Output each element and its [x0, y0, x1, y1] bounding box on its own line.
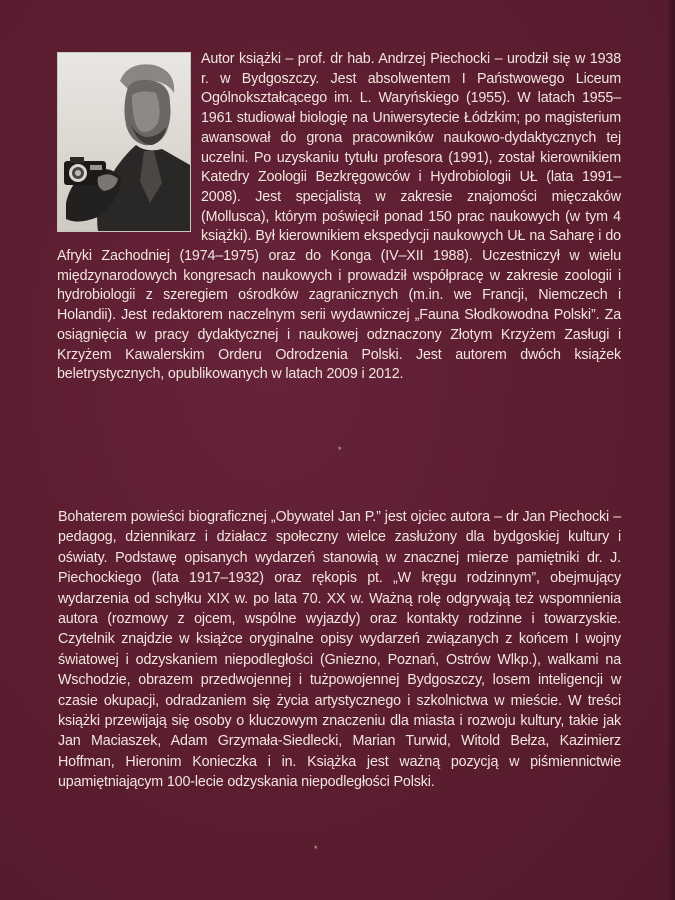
- section-separator: *: [338, 445, 342, 455]
- section-separator: *: [314, 844, 318, 854]
- cover-edge: [669, 0, 675, 900]
- author-biography-text: Autor książki – prof. dr hab. Andrzej Piechocki – urodził się w 1938 r. w Bydgoszczy. Jest absolwentem I Państwowego Liceum Ogólnokształcącego im. L. Waryńskiego (1955). W latach 1955–1961 studiował biologię na Uniwersytecie Łódzkim; po magisterium awansował do grona pracowników naukowo-dydaktycznych tej uczelni. Po uzyskaniu tytułu profesora (1991), został kierownikiem Katedry Zoologii Bezkręgowców i Hydrobiologii UŁ (lata 1991–2008). Jest specjalistą w zakresie znajomości mięczaków (Mollusca), którym poświęcił ponad 150 prac naukowych (w tym 4 książki). Był kierownikiem ekspedycji naukowych UŁ na Saharę i do Afryki Zachodniej (1974–1975) oraz do Konga (IV–XII 1988). Uczestniczył w wielu międzynarodowych kongresach naukowych i prowadził współpracę w zakresie zoologii i hydrobiologii z szeregiem ośrodków zagranicznych (m.in. we Francji, Niemczech i Holandii). Jest redaktorem naczelnym serii wydawniczej „Fauna Słodkowodna Polski”. Za osiągnięcia w pracy dydaktycznej i naukowej odznaczony Złotym Krzyżem Zasługi i Krzyżem Kawalerskim Orderu Odrodzenia Polski. Jest autorem dwóch książek beletrystycznych, opublikowanych w latach 2009 i 2012.: [57, 51, 621, 383]
- author-biography: [57, 50, 621, 385]
- book-description: Bohaterem powieści biograficznej „Obywatel Jan P.” jest ojciec autora – dr Jan Piechocki – pedagog, dziennikarz i działacz społeczny wielce zasłużony dla bydgoskiej kultury i oświaty. Podstawę opisanych wydarzeń stanowią w znacznej mierze pamiętniki dr. J. Piechockiego (lata 1917–1932) oraz rękopis pt. „W kręgu rodzinnym”, obejmujący wydarzenia od schyłku XIX w. po lata 70. XX w. Ważną rolę odgrywają też wspomnienia autora (rozmowy z ojcem, wspólne wyjazdy) oraz kontakty rodzinne i towarzyskie. Czytelnik znajdzie w książce oryginalne opisy wydarzeń związanych z końcem I wojny światowej i odzyskaniem niepodległości (Gniezno, Poznań, Ostrów Wlkp.), walkami na Wschodzie, obrazem przedwojennej i tużpowojennej Bydgoszczy, losem inteligencji w czasie okupacji, odradzaniem się życia artystycznego i szkolnictwa w mieście. W treści książki przewijają się osoby o kluczowym znaczeniu dla miasta i rozwoju kultury, takie jak Jan Maciaszek, Adam Grzymała-Siedlecki, Marian Turwid, Witold Bełza, Kazimierz Hoffman, Hieronim Konieczka i in. Książka jest ważną pozycją w piśmiennictwie upamiętniającym 100-lecie odzyskania niepodległości Polski.: [58, 509, 621, 791]
- photo-spacer: [57, 50, 189, 246]
